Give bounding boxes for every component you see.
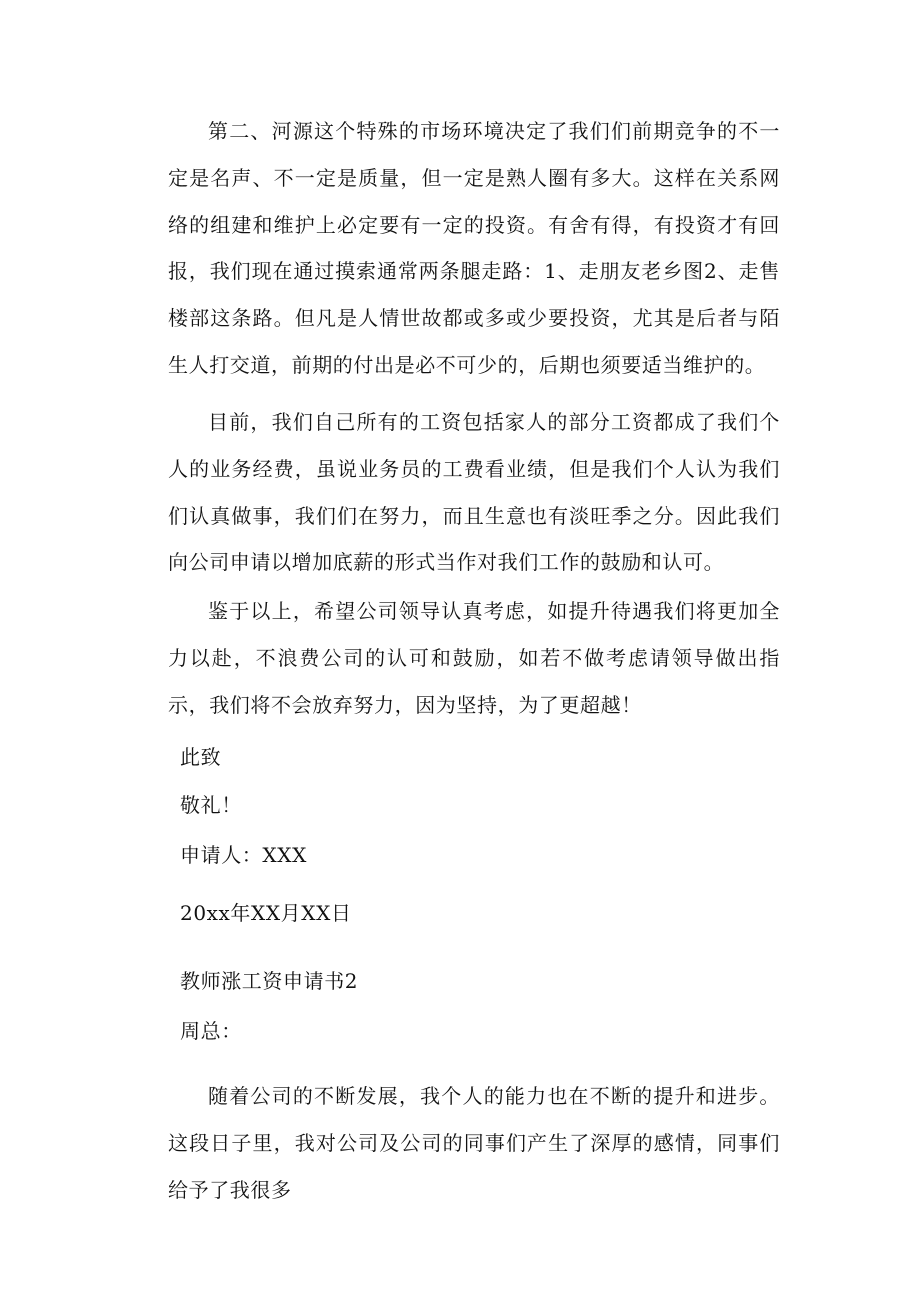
- greeting-line: 周总：: [180, 1019, 242, 1043]
- closing-text: 此致: [180, 745, 222, 769]
- salute-text: 敬礼！: [180, 793, 242, 817]
- date-line: 20xx年XX月XX日: [180, 901, 352, 925]
- section-title: 教师涨工资申请书2: [180, 969, 359, 993]
- paragraph-salary-expenses: 目前，我们自己所有的工资包括家人的部分工资都成了我们个人的业务经费，虽说业务员的工费看业绩，但是我们个人认为我们们认真做事，我们们在努力，而且生意也有淡旺季之分。因此我们向公司申请以增加底薪的形式当作对我们工作的鼓励和认可。: [168, 410, 780, 575]
- applicant-signature: 申请人：XXX: [180, 843, 307, 867]
- paragraph-request-conclusion: 鉴于以上，希望公司领导认真考虑，如提升待遇我们将更加全力以赴，不浪费公司的认可和鼓励，如若不做考虑请领导做出指示，我们将不会放弃努力，因为坚持，为了更超越！: [168, 599, 780, 717]
- paragraph-market-environment: 第二、河源这个特殊的市场环境决定了我们们前期竞争的不一定是名声、不一定是质量，但一定是熟人圈有多大。这样在关系网络的组建和维护上必定要有一定的投资。有舍有得，有投资才有回报，我们现在通过摸索通常两条腿走路：1、走朋友老乡图2、走售楼部这条路。但凡是人情世故都或多或少要投资，尤其是后者与陌生人打交道，前期的付出是必不可少的，后期也须要适当维护的。: [168, 119, 780, 377]
- paragraph-company-growth: 随着公司的不断发展，我个人的能力也在不断的提升和进步。这段日子里，我对公司及公司的同事们产生了深厚的感情，同事们给予了我很多: [168, 1084, 780, 1202]
